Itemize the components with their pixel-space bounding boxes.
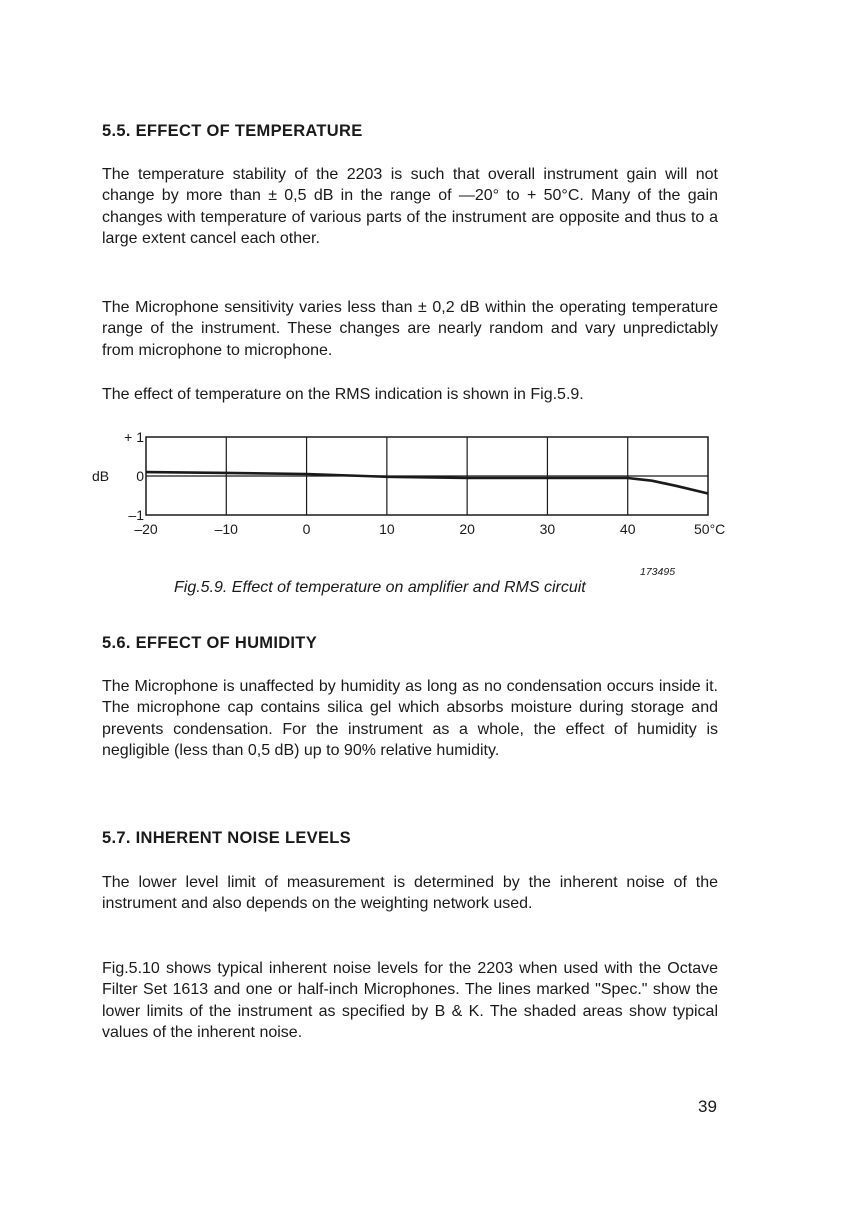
y-tick-label: 0: [136, 468, 144, 484]
heading-effect-of-humidity: 5.6. EFFECT OF HUMIDITY: [102, 634, 317, 652]
x-tick-label: –10: [214, 521, 238, 537]
y-axis-label: dB: [92, 468, 110, 484]
paragraph-temperature-stability: The temperature stability of the 2203 is such that overall instrument gain will not change by more than ± 0,5 dB in the range of —20° to + 50°C. Many of the gain changes with temperature of various parts of the instrument are opposite and thus to a large extent cancel each other.: [102, 166, 718, 248]
paragraph-figure-reference: The effect of temperature on the RMS indication is shown in Fig.5.9.: [102, 386, 584, 403]
x-tick-label: 40: [619, 521, 636, 537]
x-tick-label: 30: [539, 521, 556, 537]
x-tick-label: 0: [302, 521, 311, 537]
temperature-chart: [80, 425, 740, 605]
y-tick-label: –1: [128, 507, 144, 523]
paragraph-microphone-sensitivity: The Microphone sensitivity varies less than ± 0,2 dB within the operating temperature range of the instrument. These changes are nearly random and vary unpredictably from microphone to microphone.: [102, 299, 718, 359]
figure-5-9: [80, 425, 740, 605]
x-tick-label: 50°C: [694, 521, 726, 537]
paragraph-noise-figure: Fig.5.10 shows typical inherent noise levels for the 2203 when used with the Octave Filter Set 1613 and one or half-inch Microphones. The lines marked "Spec." show the lower limits of the instrument as specified by B & K. The shaded areas show typical values of the inherent noise.: [102, 960, 718, 1042]
y-tick-label: + 1: [124, 429, 144, 445]
heading-effect-of-temperature: 5.5. EFFECT OF TEMPERATURE: [102, 122, 363, 140]
paragraph-lower-level-limit: The lower level limit of measurement is determined by the inherent noise of the instrument and also depends on the weighting network used.: [102, 874, 718, 913]
x-tick-label: –20: [134, 521, 158, 537]
x-tick-label: 20: [459, 521, 475, 537]
page-number: 39: [698, 1097, 717, 1116]
heading-inherent-noise-levels: 5.7. INHERENT NOISE LEVELS: [102, 829, 351, 847]
series-line-rms-indication: [146, 472, 708, 493]
figure-caption: Fig.5.9. Effect of temperature on amplifier and RMS circuit: [174, 579, 586, 596]
x-tick-label: 10: [379, 521, 395, 537]
paragraph-humidity: The Microphone is unaffected by humidity as long as no condensation occurs inside it. The microphone cap contains silica gel which absorbs moisture during storage and prevents condensation. For the instrument as a whole, the effect of humidity is negligible (less than 0,5 dB) up to 90% relative humidity.: [102, 678, 718, 760]
figure-id: 173495: [640, 566, 676, 578]
